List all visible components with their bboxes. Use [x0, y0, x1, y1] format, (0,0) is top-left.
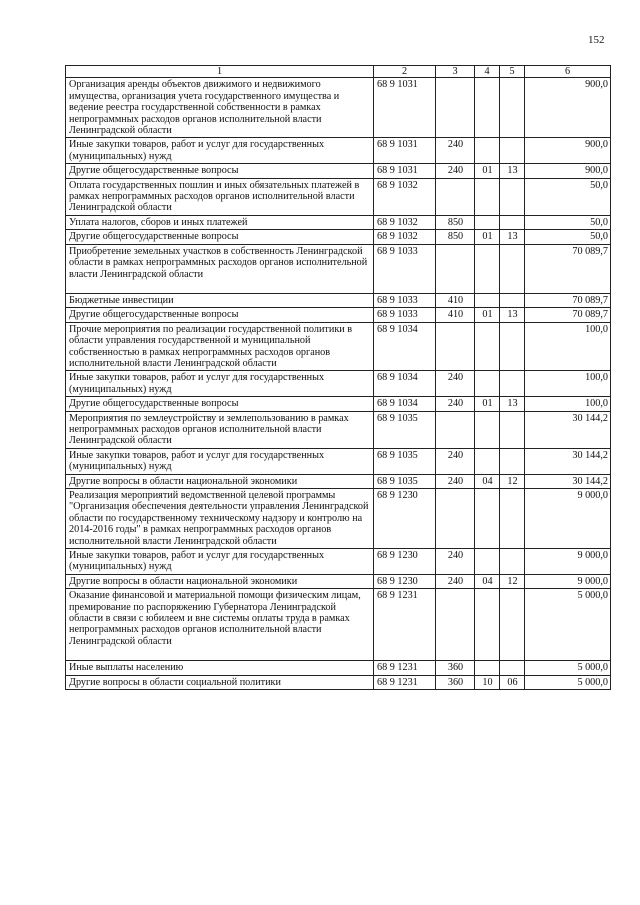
cell-name: Иные выплаты населению — [66, 661, 374, 675]
page-number: 152 — [588, 34, 605, 46]
cell-section — [475, 244, 500, 293]
cell-section — [475, 371, 500, 397]
cell-name: Иные закупки товаров, работ и услуг для государственных (муниципальных) нужд — [66, 549, 374, 575]
cell-name: Бюджетные инвестиции — [66, 293, 374, 307]
cell-target-article: 68 9 1031 — [374, 164, 436, 178]
cell-expense-type: 240 — [436, 371, 475, 397]
cell-name: Оказание финансовой и материальной помощи физическим лицам, премирование по распоряжению Губернатора Ленинградской области в связи с юбилеем и вне системы оплаты труда в рамках непрограммных расходов органов исполнительной власти Ленинградской области — [66, 589, 374, 661]
cell-name: Уплата налогов, сборов и иных платежей — [66, 215, 374, 229]
cell-amount: 30 144,2 — [525, 448, 611, 474]
cell-target-article: 68 9 1032 — [374, 178, 436, 215]
cell-subsection — [500, 549, 525, 575]
table-row — [66, 164, 611, 178]
cell-amount: 70 089,7 — [525, 293, 611, 307]
table-row — [66, 489, 611, 549]
cell-target-article: 68 9 1031 — [374, 138, 436, 164]
cell-subsection: 13 — [500, 164, 525, 178]
cell-target-article: 68 9 1034 — [374, 322, 436, 371]
cell-amount: 30 144,2 — [525, 474, 611, 488]
table-row — [66, 411, 611, 448]
cell-subsection — [500, 448, 525, 474]
cell-name: Другие вопросы в области социальной политики — [66, 675, 374, 689]
cell-name: Прочие мероприятия по реализации государственной политики в области управления государственной и муниципальной собственностью в рамках непрограммных расходов органов исполнительной власти Ленинградской области — [66, 322, 374, 371]
header-col-6: 6 — [525, 66, 611, 78]
cell-target-article: 68 9 1035 — [374, 474, 436, 488]
table-row — [66, 293, 611, 307]
cell-name: Организация аренды объектов движимого и недвижимого имущества, организация учета государственного имущества и ведение реестра государственной собственности в рамках непрограммных расходов органов исполнительной власти Ленинградской области — [66, 78, 374, 138]
header-col-1: 1 — [66, 66, 374, 78]
cell-section — [475, 411, 500, 448]
cell-target-article: 68 9 1035 — [374, 448, 436, 474]
cell-target-article: 68 9 1032 — [374, 215, 436, 229]
header-col-3: 3 — [436, 66, 475, 78]
cell-amount: 5 000,0 — [525, 589, 611, 661]
cell-name: Мероприятия по землеустройству и землепользованию в рамках непрограммных расходов органов исполнительной власти Ленинградской области — [66, 411, 374, 448]
table-row — [66, 215, 611, 229]
cell-expense-type — [436, 489, 475, 549]
cell-expense-type: 410 — [436, 293, 475, 307]
table-row — [66, 397, 611, 411]
cell-amount: 30 144,2 — [525, 411, 611, 448]
cell-name: Другие вопросы в области национальной экономики — [66, 474, 374, 488]
table-row — [66, 661, 611, 675]
cell-subsection — [500, 244, 525, 293]
cell-amount: 70 089,7 — [525, 308, 611, 322]
cell-section — [475, 215, 500, 229]
cell-subsection: 12 — [500, 474, 525, 488]
cell-target-article: 68 9 1031 — [374, 78, 436, 138]
cell-subsection — [500, 138, 525, 164]
cell-expense-type: 240 — [436, 448, 475, 474]
cell-name: Другие общегосударственные вопросы — [66, 397, 374, 411]
table-row — [66, 371, 611, 397]
cell-target-article: 68 9 1034 — [374, 397, 436, 411]
cell-amount: 5 000,0 — [525, 675, 611, 689]
cell-section — [475, 589, 500, 661]
cell-amount: 9 000,0 — [525, 574, 611, 588]
cell-section: 10 — [475, 675, 500, 689]
table-row — [66, 448, 611, 474]
table-row — [66, 549, 611, 575]
budget-table — [65, 65, 611, 690]
cell-target-article: 68 9 1034 — [374, 371, 436, 397]
header-col-4: 4 — [475, 66, 500, 78]
cell-section — [475, 549, 500, 575]
cell-name: Другие общегосударственные вопросы — [66, 164, 374, 178]
cell-subsection — [500, 178, 525, 215]
table-row — [66, 308, 611, 322]
cell-section: 01 — [475, 397, 500, 411]
cell-expense-type — [436, 78, 475, 138]
cell-expense-type: 850 — [436, 215, 475, 229]
cell-name: Иные закупки товаров, работ и услуг для государственных (муниципальных) нужд — [66, 138, 374, 164]
cell-expense-type: 240 — [436, 574, 475, 588]
cell-target-article: 68 9 1231 — [374, 589, 436, 661]
cell-subsection — [500, 322, 525, 371]
cell-expense-type: 240 — [436, 549, 475, 575]
cell-section — [475, 322, 500, 371]
cell-name: Иные закупки товаров, работ и услуг для государственных (муниципальных) нужд — [66, 371, 374, 397]
cell-subsection: 13 — [500, 397, 525, 411]
cell-target-article: 68 9 1230 — [374, 549, 436, 575]
cell-target-article: 68 9 1033 — [374, 244, 436, 293]
cell-subsection — [500, 411, 525, 448]
cell-section: 04 — [475, 474, 500, 488]
cell-name: Иные закупки товаров, работ и услуг для государственных (муниципальных) нужд — [66, 448, 374, 474]
cell-name: Другие вопросы в области национальной экономики — [66, 574, 374, 588]
cell-target-article: 68 9 1231 — [374, 675, 436, 689]
cell-amount: 5 000,0 — [525, 661, 611, 675]
cell-section — [475, 489, 500, 549]
cell-expense-type: 240 — [436, 164, 475, 178]
table-row — [66, 178, 611, 215]
cell-amount: 50,0 — [525, 215, 611, 229]
cell-name: Реализация мероприятий ведомственной целевой программы "Организация обеспечения деятельности управления Ленинградской области по государственному техническому надзору и контролю на 2014-2016 годы" в рамках непрограммных расходов органов исполнительной власти Ленинградской области — [66, 489, 374, 549]
table-row — [66, 574, 611, 588]
cell-subsection — [500, 78, 525, 138]
cell-target-article: 68 9 1033 — [374, 308, 436, 322]
cell-name: Приобретение земельных участков в собственность Ленинградской области в рамках непрограммных расходов органов исполнительной власти Ленинградской области — [66, 244, 374, 293]
cell-expense-type: 360 — [436, 661, 475, 675]
cell-section: 01 — [475, 230, 500, 244]
cell-expense-type: 410 — [436, 308, 475, 322]
cell-subsection — [500, 371, 525, 397]
cell-target-article: 68 9 1033 — [374, 293, 436, 307]
cell-name: Другие общегосударственные вопросы — [66, 308, 374, 322]
cell-amount: 9 000,0 — [525, 489, 611, 549]
cell-target-article: 68 9 1032 — [374, 230, 436, 244]
cell-subsection — [500, 489, 525, 549]
cell-amount: 70 089,7 — [525, 244, 611, 293]
cell-expense-type: 850 — [436, 230, 475, 244]
header-col-5: 5 — [500, 66, 525, 78]
cell-amount: 900,0 — [525, 164, 611, 178]
cell-section — [475, 78, 500, 138]
cell-subsection — [500, 661, 525, 675]
cell-amount: 100,0 — [525, 322, 611, 371]
cell-section — [475, 661, 500, 675]
table-row — [66, 230, 611, 244]
cell-section: 01 — [475, 164, 500, 178]
cell-subsection: 13 — [500, 308, 525, 322]
cell-expense-type — [436, 178, 475, 215]
cell-name: Другие общегосударственные вопросы — [66, 230, 374, 244]
table-row — [66, 244, 611, 293]
cell-expense-type — [436, 322, 475, 371]
cell-section — [475, 293, 500, 307]
cell-amount: 900,0 — [525, 138, 611, 164]
table-header-row — [66, 66, 611, 78]
cell-section — [475, 178, 500, 215]
cell-amount: 50,0 — [525, 230, 611, 244]
cell-amount: 9 000,0 — [525, 549, 611, 575]
cell-target-article: 68 9 1230 — [374, 574, 436, 588]
cell-expense-type: 240 — [436, 138, 475, 164]
cell-amount: 50,0 — [525, 178, 611, 215]
cell-amount: 100,0 — [525, 371, 611, 397]
cell-target-article: 68 9 1231 — [374, 661, 436, 675]
cell-amount: 100,0 — [525, 397, 611, 411]
cell-subsection: 12 — [500, 574, 525, 588]
table-row — [66, 138, 611, 164]
table-row — [66, 675, 611, 689]
cell-expense-type: 360 — [436, 675, 475, 689]
cell-target-article: 68 9 1035 — [374, 411, 436, 448]
table-row — [66, 78, 611, 138]
cell-expense-type: 240 — [436, 397, 475, 411]
cell-amount: 900,0 — [525, 78, 611, 138]
cell-name: Оплата государственных пошлин и иных обязательных платежей в рамках непрограммных расходов органов исполнительной власти Ленинградской области — [66, 178, 374, 215]
cell-section: 04 — [475, 574, 500, 588]
table-row — [66, 322, 611, 371]
table-row — [66, 474, 611, 488]
cell-expense-type — [436, 244, 475, 293]
cell-subsection — [500, 215, 525, 229]
header-col-2: 2 — [374, 66, 436, 78]
table-row — [66, 589, 611, 661]
cell-subsection: 13 — [500, 230, 525, 244]
cell-subsection — [500, 589, 525, 661]
cell-section: 01 — [475, 308, 500, 322]
cell-section — [475, 138, 500, 164]
cell-expense-type — [436, 411, 475, 448]
cell-expense-type — [436, 589, 475, 661]
cell-expense-type: 240 — [436, 474, 475, 488]
cell-section — [475, 448, 500, 474]
cell-subsection: 06 — [500, 675, 525, 689]
cell-subsection — [500, 293, 525, 307]
cell-target-article: 68 9 1230 — [374, 489, 436, 549]
